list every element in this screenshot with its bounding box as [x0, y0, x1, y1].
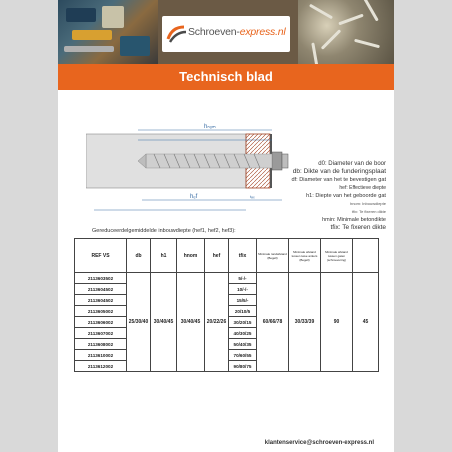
col-hnom: hnom: [177, 239, 205, 273]
ref-cell: 2113603502: [75, 273, 127, 284]
spec-table: [74, 238, 379, 372]
col-last: [353, 239, 379, 273]
col-db: db: [127, 239, 151, 273]
brand-name: Schroeven-express.nl: [188, 26, 286, 38]
document-page: [58, 0, 394, 452]
tools-photo: [58, 0, 158, 64]
h-ef-label: hₑf: [190, 194, 198, 200]
hnom-cell: 30/40/45: [177, 273, 205, 372]
legend-item: hef: Effectieve diepte: [339, 185, 386, 191]
legend-item: h1: Diepte van het geboorde gat: [306, 193, 386, 199]
min-spacing-cell: 30/33/39: [289, 273, 321, 372]
last-cell: 45: [353, 273, 379, 372]
min-holes-cell: 90: [321, 273, 353, 372]
legend-item: db: Dikte van de funderingsplaat: [292, 168, 386, 175]
legend-item: tfix: Te fixeren dikte: [351, 209, 386, 214]
db-cell: 25/30/40: [127, 273, 151, 372]
table-caption: Gereduceerdelgemiddelde inbouwdiepte (hef1, hef2, hef3):: [92, 228, 236, 234]
ref-cell: 2113612002: [75, 361, 127, 372]
tfix-cell: 5/-/-: [229, 273, 257, 284]
screws-photo: [298, 0, 394, 64]
logo-swoosh-icon: [166, 23, 188, 45]
legend-item: tfix: Te fixeren dikte: [330, 224, 386, 231]
tfix-cell: 15/5/-: [229, 295, 257, 306]
col-min-holes: Minimale afstand tussen gaten (schroevering): [321, 239, 353, 273]
hef-cell: 20/22/26: [205, 273, 229, 372]
ref-cell: 2113606002: [75, 317, 127, 328]
col-hef: hef: [205, 239, 229, 273]
legend: [186, 160, 386, 232]
ref-cell: 2113605002: [75, 306, 127, 317]
h-nom-label: hₙₒₘ: [204, 124, 216, 130]
tfix-cell: 70/60/55: [229, 350, 257, 361]
ref-cell: 2113607002: [75, 328, 127, 339]
ref-cell: 2113608002: [75, 339, 127, 350]
tfix-cell: 20/10/5: [229, 306, 257, 317]
tfix-cell: 30/20/15: [229, 317, 257, 328]
col-ref: REF VS: [75, 239, 127, 273]
legend-item: hmin: Minimale betondikte: [322, 217, 386, 223]
col-min-spacing: Minimale afstand tussen twee ankers (Begell): [289, 239, 321, 273]
title-bar: [58, 64, 394, 90]
ref-cell: 2113604502: [75, 284, 127, 295]
col-tfix: tfix: [229, 239, 257, 273]
header-banner: [58, 0, 394, 64]
ref-cell: 2113610002: [75, 350, 127, 361]
min-edge-cell: 60/66/78: [257, 273, 289, 372]
tfix-cell: 40/30/25: [229, 328, 257, 339]
tfix-cell: 50/40/35: [229, 339, 257, 350]
col-h1: h1: [151, 239, 177, 273]
brand-logo[interactable]: [162, 16, 290, 52]
h1-cell: 30/40/45: [151, 273, 177, 372]
tfix-cell: 90/80/75: [229, 361, 257, 372]
table-row: [75, 273, 379, 284]
ref-cell: 2113604502: [75, 295, 127, 306]
legend-item: d0: Diameter van de boor: [318, 161, 386, 167]
col-min-edge: Minimale randafstand (Begell): [257, 239, 289, 273]
tfix-cell: 10/-/-: [229, 284, 257, 295]
table-header-row: [75, 239, 379, 273]
t-fix-label: tₑᵢₓ: [250, 194, 255, 199]
page-title: Technisch blad: [179, 69, 273, 84]
legend-item: df: Diameter van het te bevestigen gat: [291, 177, 386, 183]
legend-item: hnom: Inbouwdiepte: [349, 201, 386, 206]
footer-email-link[interactable]: klantenservice@schroeven-express.nl: [264, 440, 374, 446]
